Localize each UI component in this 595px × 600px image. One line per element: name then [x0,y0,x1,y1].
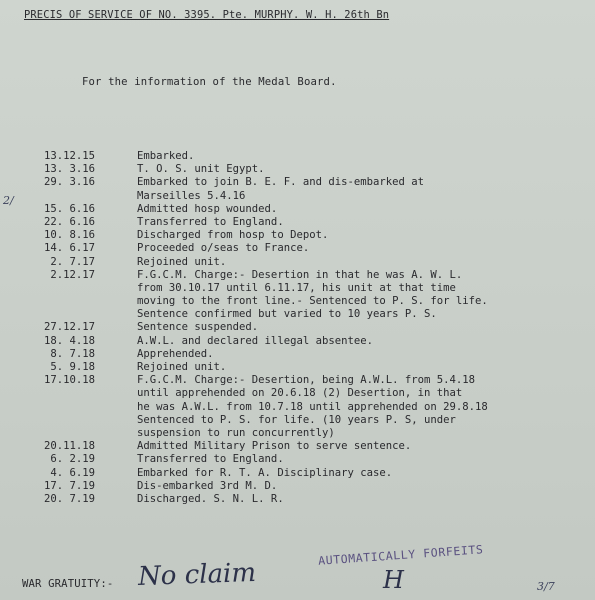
entry-row [0,480,595,493]
entry-text: A.W.L. and declared illegal absentee. [137,334,373,347]
entry-row [0,216,595,229]
entry-text: Apprehended. [137,347,214,360]
entry-row [0,467,595,480]
entry-row [0,229,595,242]
entry-date: 4. 6.19 [50,466,95,479]
entry-row [0,493,595,506]
entry-row [0,335,595,348]
entry-row [0,282,595,295]
entry-text: Dis-embarked 3rd M. D. [137,479,278,492]
forfeit-stamp: AUTOMATICALLY FORFEITS [317,542,484,568]
entry-text: Embarked to join B. E. F. and dis-embarked at [137,176,425,189]
page-number: 3/7 [537,580,555,593]
entry-date: 27.12.17 [43,321,95,334]
entry-text: F.G.C.M. Charge:- Desertion in that he was A. W. L. [137,268,463,281]
entry-date: 6. 2.19 [50,453,95,466]
entry-row [0,295,595,308]
entry-row [0,203,595,216]
entry-text: Discharged from hosp to Depot. [137,229,329,242]
document-subtitle: For the information of the Medal Board. [82,76,337,88]
entry-text: Sentenced to P. S. for life. (10 years P. S, under [137,413,456,426]
entry-date: 2.12.17 [50,268,95,281]
entry-text: Admitted Military Prison to serve sentence. [137,440,412,453]
entry-text: T. O. S. unit Egypt. [137,163,265,176]
entry-text: Transferred to England. [137,453,284,466]
entry-text: Embarked for R. T. A. Disciplinary case. [137,466,393,479]
entry-row [0,361,595,374]
entry-text: Discharged. S. N. L. R. [137,492,284,505]
entry-text: from 30.10.17 until 6.11.17, his unit at that time [137,281,456,294]
entry-date: 14. 6.17 [43,242,95,255]
entry-row [0,256,595,269]
entry-date: 20. 7.19 [43,492,95,505]
entry-date: 15. 6.16 [43,202,95,215]
entry-row [0,414,595,427]
entry-row [0,387,595,400]
entry-row [0,176,595,189]
entry-text: Transferred to England. [137,215,284,228]
war-gratuity-label: WAR GRATUITY:- [22,578,114,590]
entry-text: Admitted hosp wounded. [137,202,278,215]
entry-date: 13. 3.16 [43,163,95,176]
entry-row [0,440,595,453]
entry-row [0,374,595,387]
entry-date: 2. 7.17 [50,255,95,268]
entry-date: 22. 6.16 [43,215,95,228]
entry-date: 10. 8.16 [43,229,95,242]
entry-date: 5. 9.18 [50,361,95,373]
entry-text: Embarked. [137,150,195,162]
entry-row [0,163,595,176]
entry-date: 29. 3.16 [43,176,95,189]
handwritten-claim: No claim [137,557,257,593]
entry-date: 17. 7.19 [43,479,95,492]
handwritten-initials: H [383,566,404,594]
document-title: PRECIS OF SERVICE OF NO. 3395. Pte. MURPHY. W. H. 26th Bn [24,9,390,21]
entry-text: Sentence confirmed but varied to 10 years P. S. [137,308,437,321]
entry-row [0,150,595,163]
service-entries [0,150,595,506]
entry-date: 8. 7.18 [50,347,95,360]
entry-row [0,348,595,361]
entry-text: moving to the front line.- Sentenced to P. S. for life. [137,295,488,308]
entry-text: suspension to run concurrently) [137,426,335,439]
entry-text: Rejoined unit. [137,255,227,268]
entry-text: Rejoined unit. [137,361,227,373]
entry-text: Proceeded o/seas to France. [137,242,310,255]
entry-row [0,427,595,440]
entry-row [0,401,595,414]
entry-date: 20.11.18 [43,440,95,453]
entry-date: 17.10.18 [43,374,95,387]
entry-row [0,321,595,334]
entry-date: 18. 4.18 [43,334,95,347]
entry-text: he was A.W.L. from 10.7.18 until apprehended on 29.8.18 [137,400,488,413]
entry-row [0,269,595,282]
entry-text: Marseilles 5.4.16 [137,189,246,202]
entry-text: Sentence suspended. [137,321,259,334]
entry-date: 13.12.15 [43,150,95,162]
entry-row [0,242,595,255]
entry-text: F.G.C.M. Charge:- Desertion, being A.W.L. from 5.4.18 [137,374,476,387]
entry-text: until apprehended on 20.6.18 (2) Desertion, in that [137,387,463,400]
entry-row [0,308,595,321]
margin-note: 2/ [3,194,14,207]
entry-row [0,190,595,203]
entry-row [0,453,595,466]
